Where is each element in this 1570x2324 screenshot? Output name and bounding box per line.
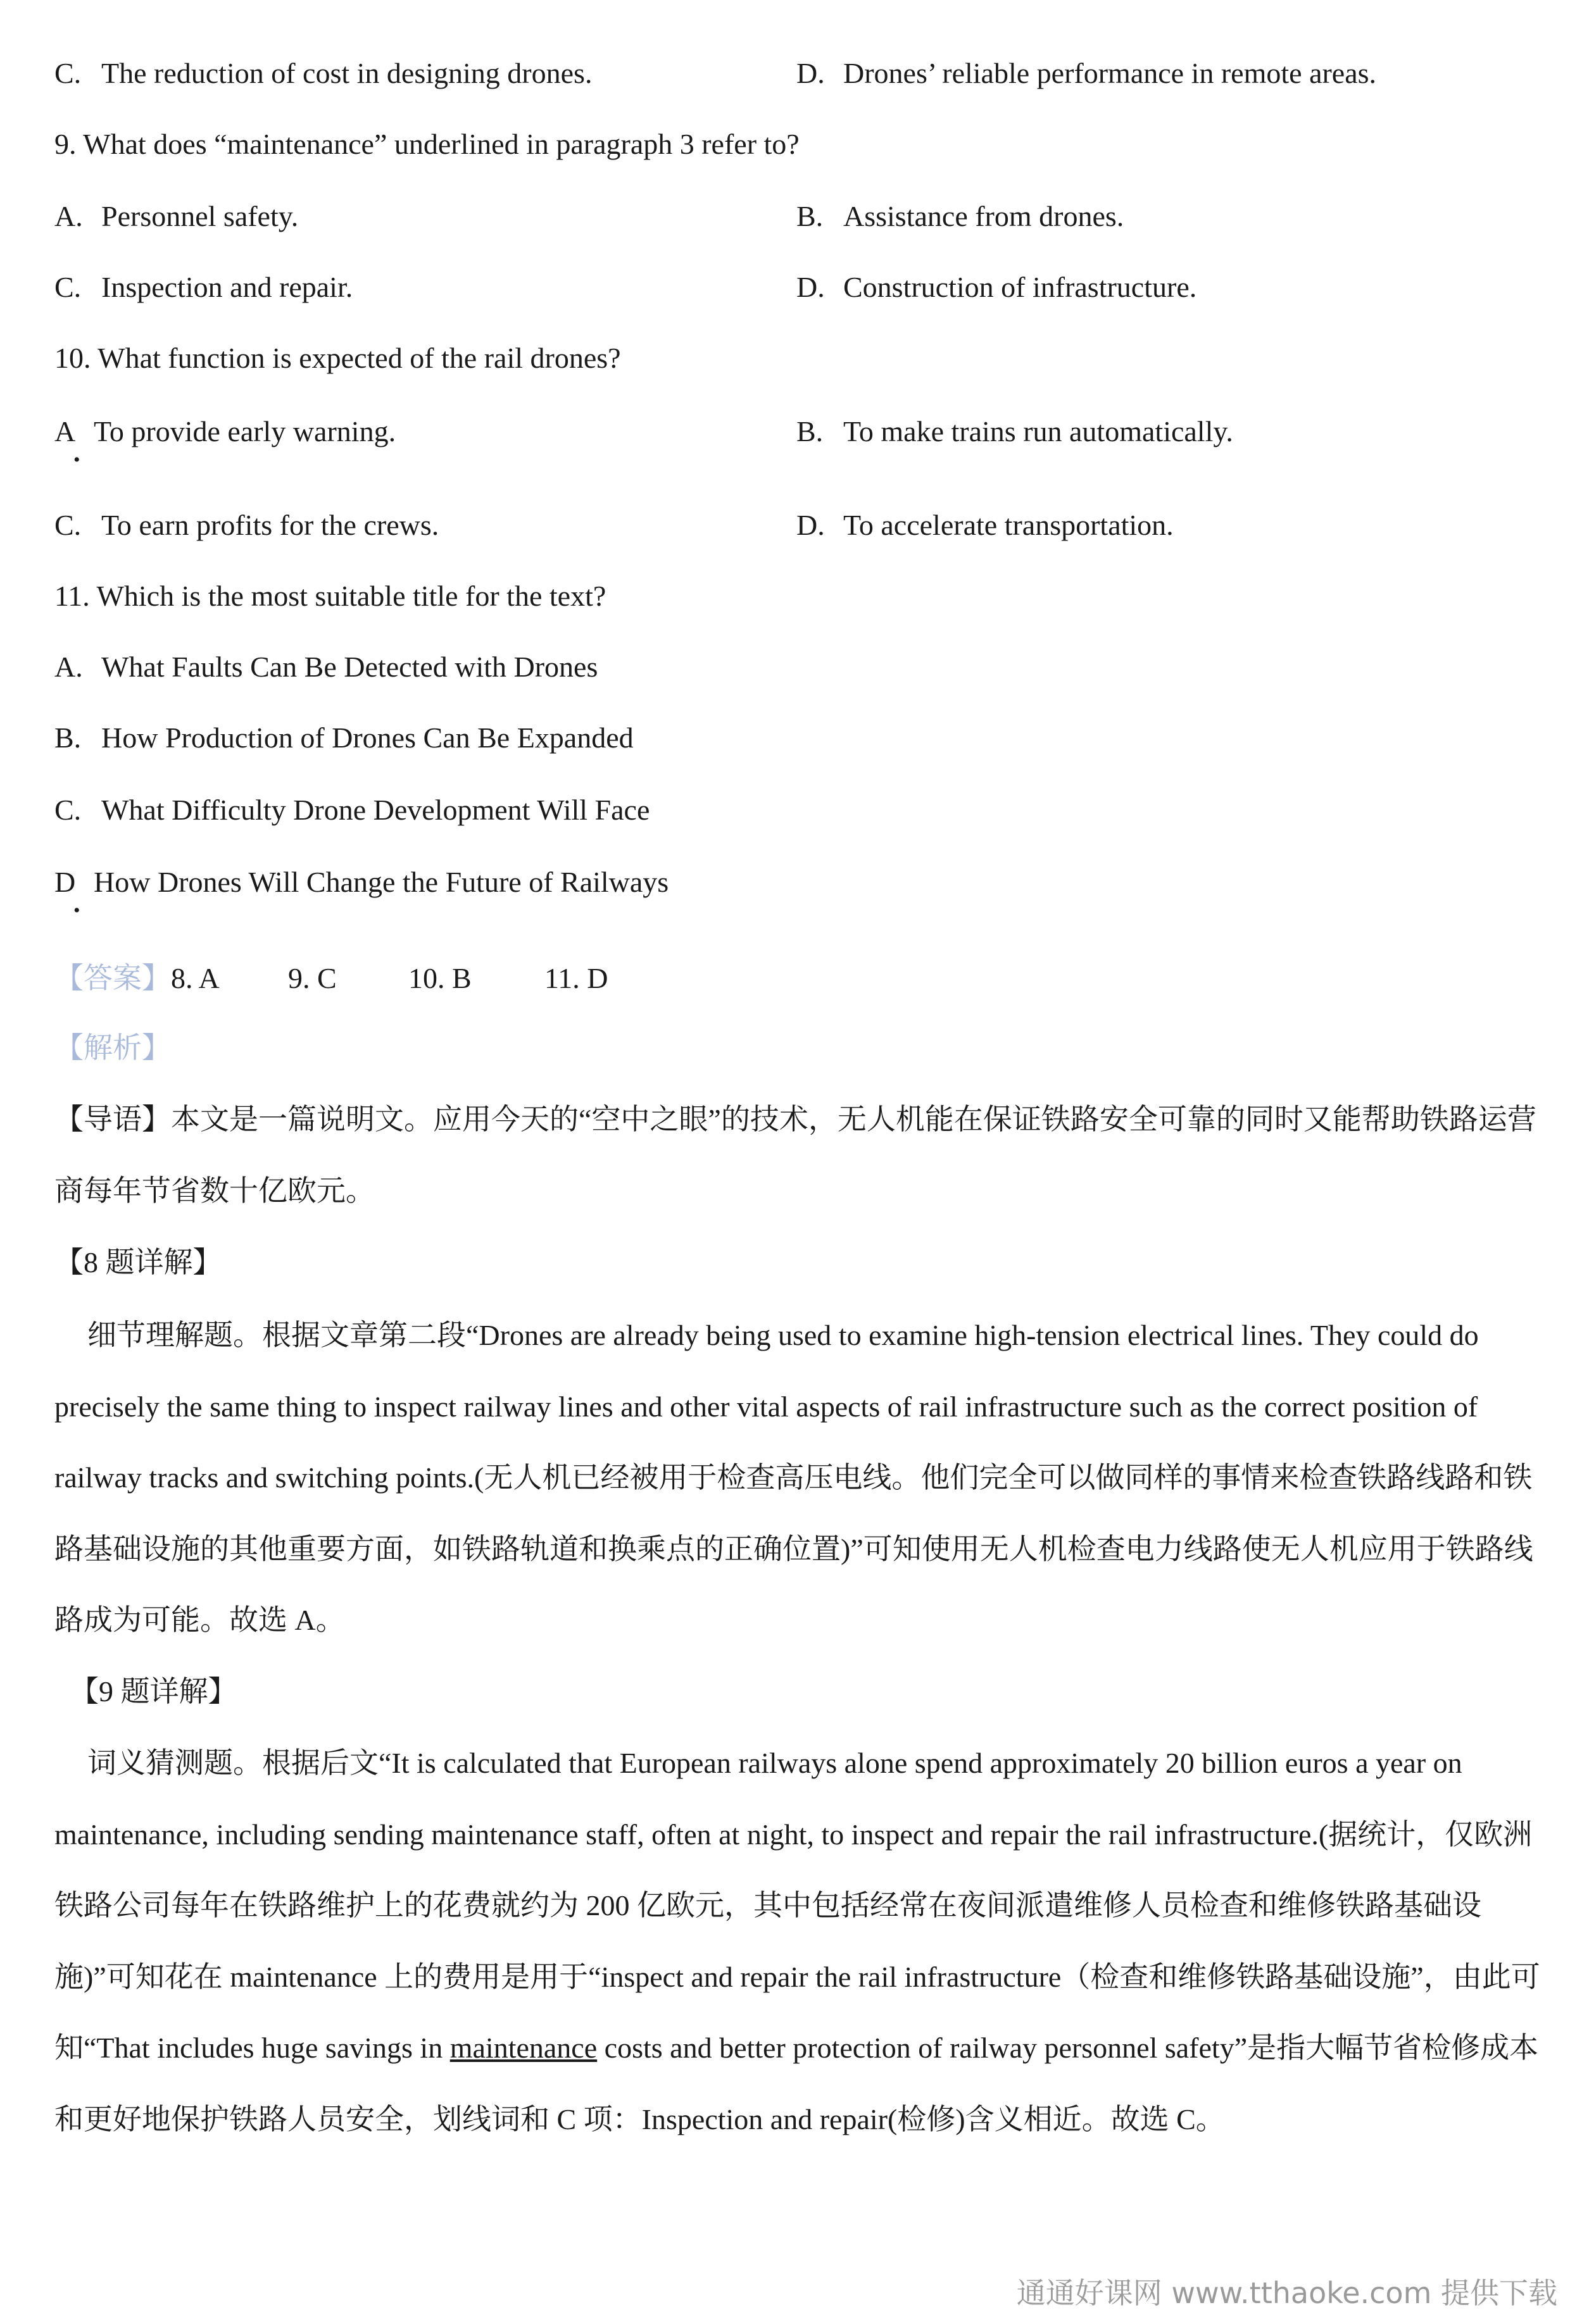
option-text: To make trains run automatically. [843,415,1233,447]
answer-item: 11. D [544,962,608,994]
stray-dot: • [73,449,80,470]
q9-option-c [54,268,353,306]
option-letter: C. [54,509,82,541]
q11-option-b [54,719,634,757]
q8-option-d [796,54,1376,92]
option-text: Inspection and repair. [101,271,353,303]
q8-detail-tag: 【8 题详解】 [54,1246,222,1278]
guide-paragraph [54,1084,1561,1227]
option-letter: D [54,866,76,898]
q11-option-c [54,791,650,829]
option-text: Assistance from drones. [843,200,1124,232]
option-text: To earn profits for the crews. [101,509,439,541]
option-text: Personnel safety. [101,200,299,232]
q9-detail-text-part2: costs and better protection of railway personnel safety”是指大幅节省检修成本和更好地保护铁路人员安全，划线词和 C 项：Inspection and repair(检修)含义相近。故选 C。 [54,2032,1539,2135]
q9-option-a [54,197,298,235]
option-letter: D. [796,509,825,541]
option-letter: A. [54,651,83,683]
stray-dot: • [73,900,80,921]
q9-detail-tag: 【9 题详解】 [70,1675,237,1708]
q11-option-a [54,648,598,686]
option-letter: B. [54,722,82,754]
option-letter: A. [54,200,83,232]
q9-option-d [796,268,1196,306]
guide-text: 本文是一篇说明文。应用今天的“空中之眼”的技术，无人机能在保证铁路安全可靠的同时又能帮助铁路运营商每年节省数十亿欧元。 [54,1103,1536,1207]
option-text: To accelerate transportation. [843,509,1174,541]
q8-option-c [54,54,592,92]
option-letter: C. [54,271,82,303]
option-text: What Faults Can Be Detected with Drones [101,651,598,683]
answer-item: 9. C [288,962,337,994]
option-text: Construction of infrastructure. [843,271,1197,303]
option-letter: D. [796,271,825,303]
option-text: The reduction of cost in designing drones. [101,57,593,89]
answer-line [54,959,608,997]
option-text: Drones’ reliable performance in remote areas. [843,57,1377,89]
analysis-tag: 【解析】 [54,1032,171,1064]
option-letter: C. [54,57,82,89]
option-letter: C. [54,794,82,826]
option-letter: B. [796,200,824,232]
q9-option-b [796,197,1124,235]
option-letter: D. [796,57,825,89]
q10-stem: 10. What function is expected of the rail drones? [54,342,621,374]
q9-detail-text-part1: 词义猜测题。根据后文“It is calculated that European railways alone spend approximately 20 billion euros a year on maintenance, including sending maintenance staff, often at night, to inspect and repair the rail infrastructure.(据统计，仅欧洲铁路公司每年在铁路维护上的花费就约为 200 亿欧元，其中包括经常在夜间派遣维修人员检查和维修铁路基础设施)”可知花在 maintenance 上的费用是用于“inspect and repair the rail infrastructure（检查和维修铁路基础设施”，由此可知“That includes huge savings in [54,1747,1540,2064]
q11-option-d [54,863,669,901]
option-text: How Drones Will Change the Future of Railways [94,866,669,898]
option-text: What Difficulty Drone Development Will Face [101,794,650,826]
q11-stem: 11. Which is the most suitable title for the text? [54,580,606,612]
guide-tag: 【导语】 [54,1103,171,1135]
q10-option-b [796,413,1233,451]
answer-tag: 【答案】 [54,962,171,994]
option-letter: B. [796,415,824,447]
q10-option-c [54,506,439,544]
option-text: How Production of Drones Can Be Expanded [101,722,634,754]
q10-option-a [54,413,396,451]
q8-detail-text: 细节理解题。根据文章第二段“Drones are already being used to examine high-tension electrical lines. They could do precisely the same thing to inspect railway lines and other vital aspects of rail infrastructure such as the correct position of railway tracks and switching points.(无人机已经被用于检查高压电线。他们完全可以做同样的事情来检查铁路线路和铁路基础设施的其他重要方面，如铁路轨道和换乘点的正确位置)”可知使用无人机检查电力线路使无人机应用于铁路线路成为可能。故选 A。 [54,1319,1533,1636]
answer-item: 8. A [171,962,220,994]
answer-item: 10. B [408,962,472,994]
q9-detail-text [54,1728,1561,2155]
option-text: To provide early warning. [94,415,396,447]
underlined-word: maintenance [449,2032,598,2064]
q10-option-d [796,506,1174,544]
option-letter: A [54,415,76,447]
watermark: 通通好课网 www.tthaoke.com 提供下载 [1016,2276,1557,2310]
q9-stem: 9. What does “maintenance” underlined in paragraph 3 refer to? [54,128,800,160]
